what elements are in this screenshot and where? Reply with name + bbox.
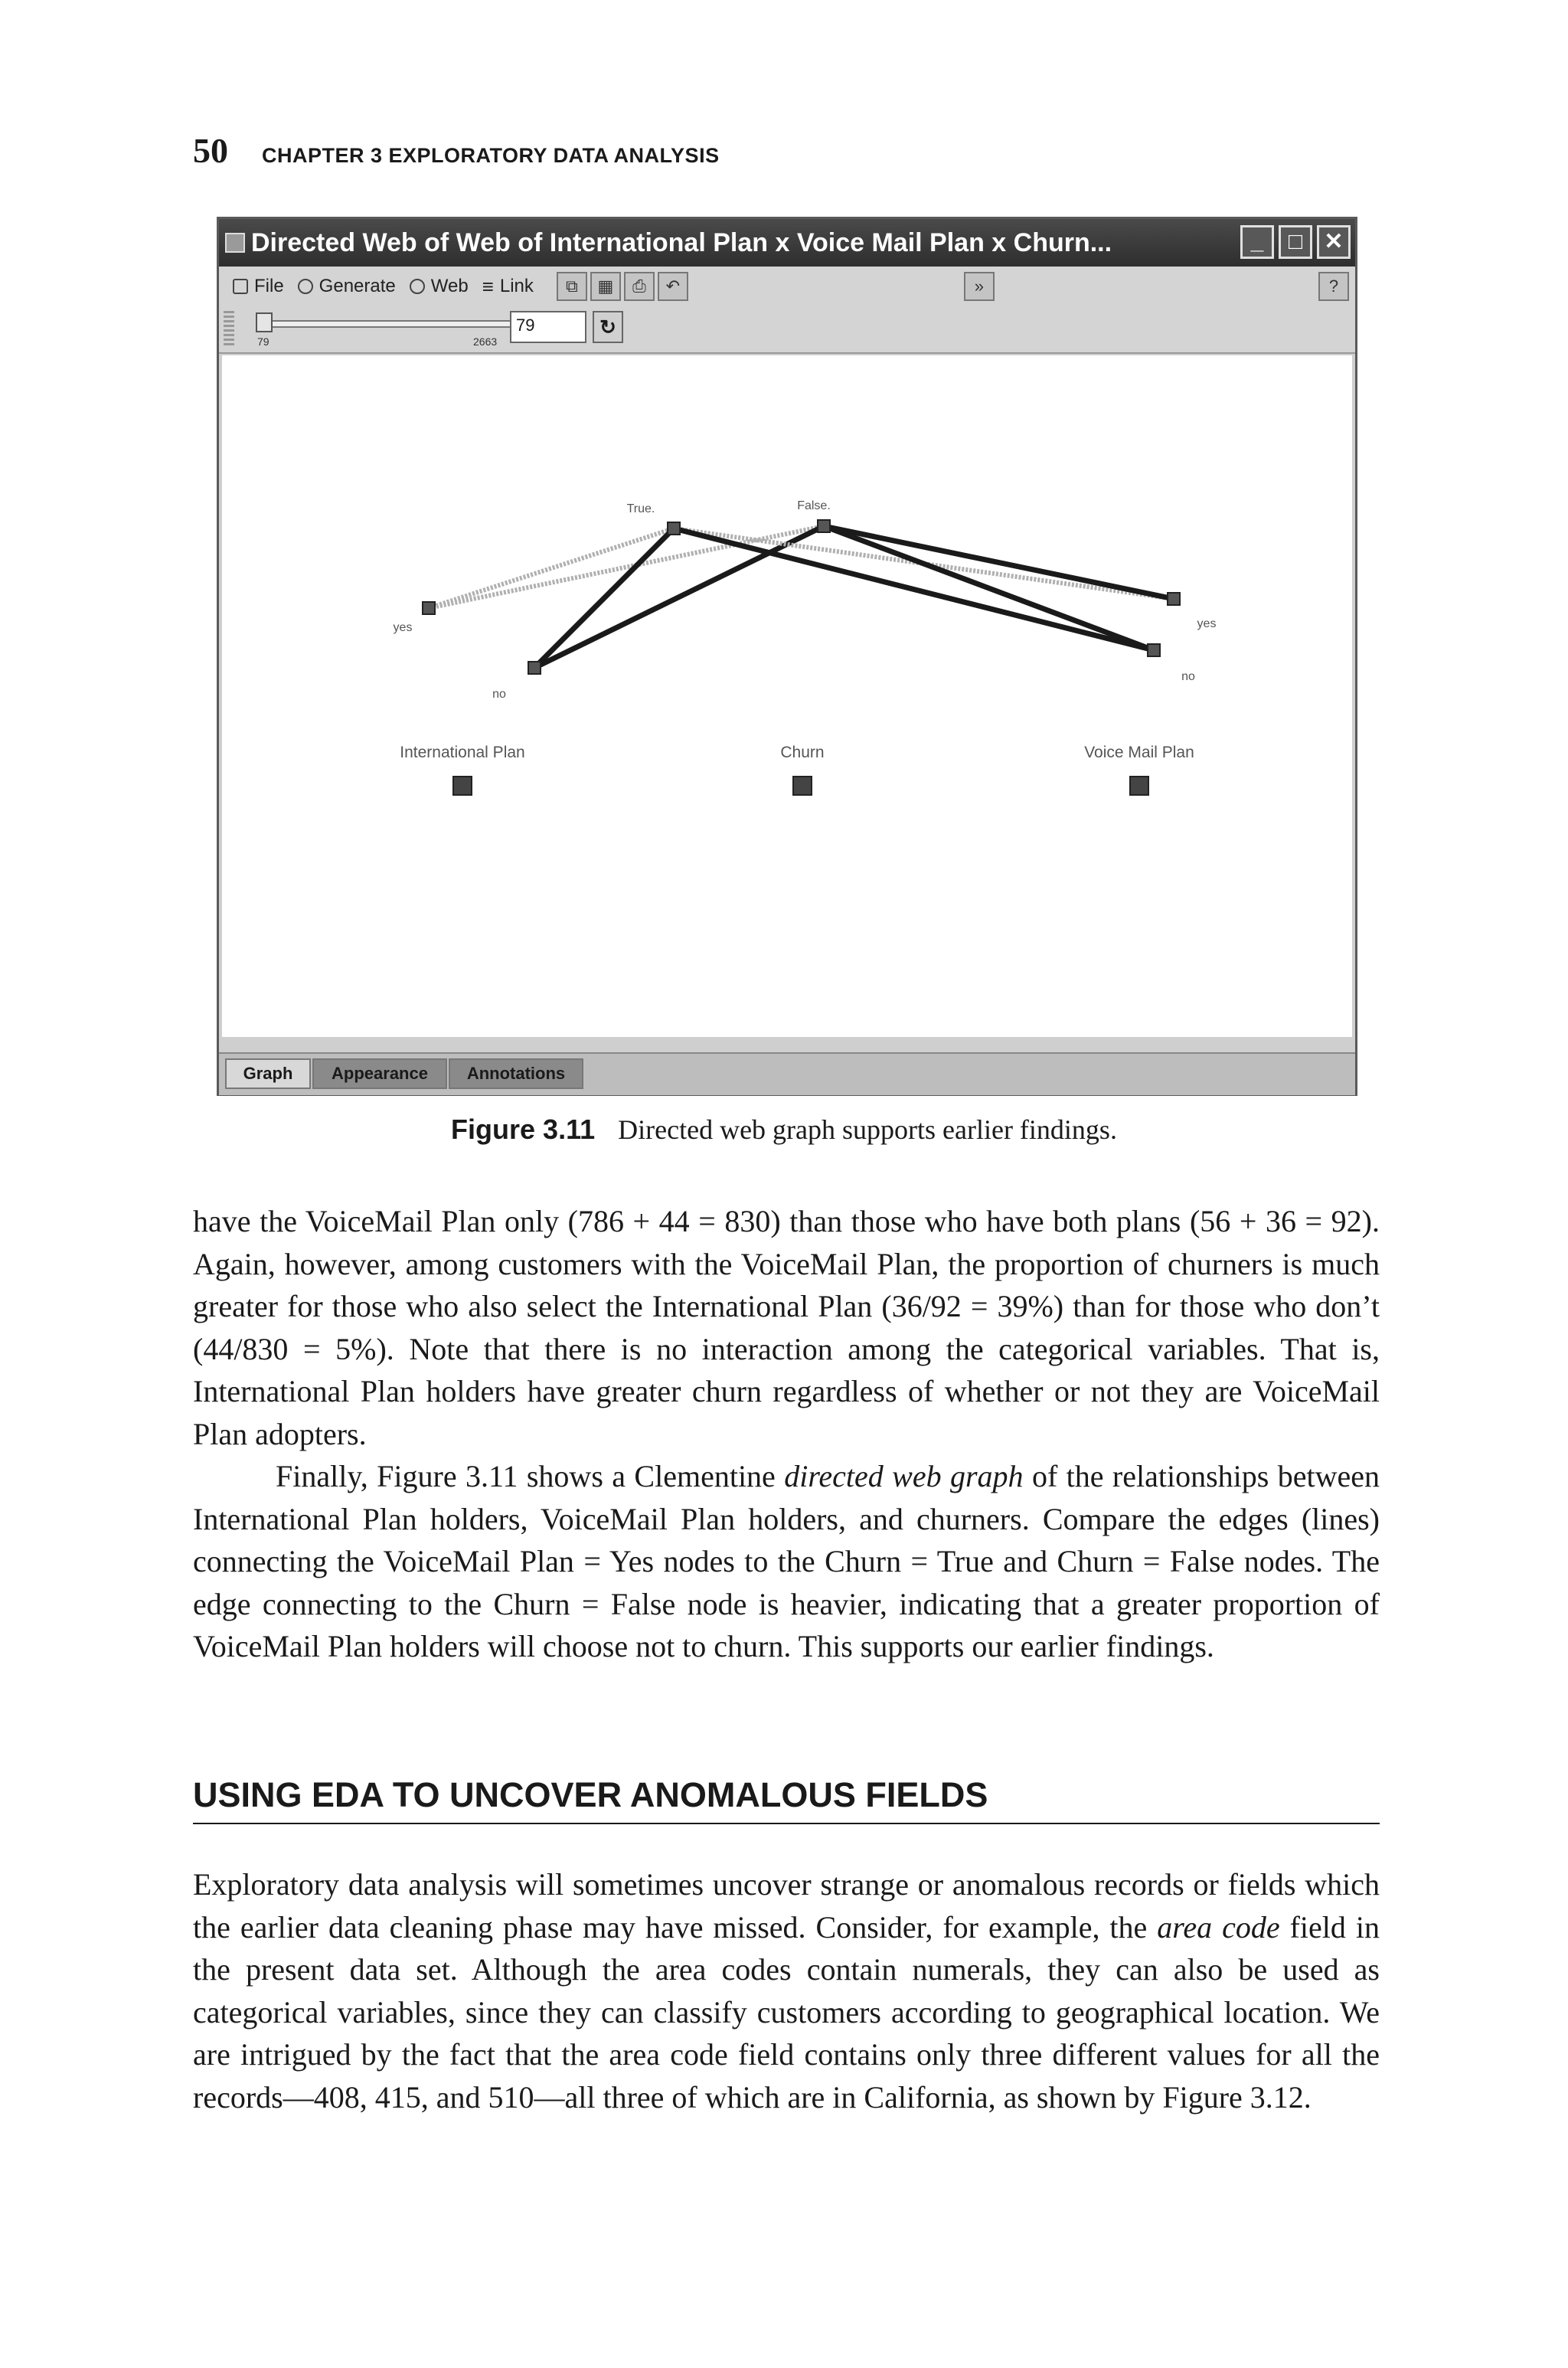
file-icon xyxy=(233,279,248,294)
body-text xyxy=(193,1200,1380,1668)
axis-label: Voice Mail Plan xyxy=(1084,744,1194,761)
axis-label: International Plan xyxy=(400,744,525,761)
node-label: False. xyxy=(797,499,831,512)
axis-marker[interactable] xyxy=(453,777,472,795)
undo-icon[interactable]: ↶ xyxy=(658,272,688,301)
web-node[interactable] xyxy=(1168,593,1180,605)
minimize-button[interactable]: _ xyxy=(1240,225,1274,259)
link-icon: ≡ xyxy=(482,274,494,298)
web-edge[interactable] xyxy=(824,526,1174,599)
paragraph: Finally, Figure 3.11 shows a Clementine directed web graph of the relationships between International Plan holders, VoiceMail Plan holders, and churners. Compare the edges (lines) connecting the VoiceMail Plan = Yes nodes to the Churn = True and Churn = False nodes. The edge connecting to the Churn = False node is heavier, indicating that a greater proportion of VoiceMail Plan holders will choose not to churn. This supports our earlier findings. xyxy=(193,1459,1380,1663)
node-label: no xyxy=(1181,670,1195,683)
slider-min: 79 xyxy=(257,335,270,348)
slider-max: 2663 xyxy=(473,335,498,348)
threshold-slider-bar xyxy=(219,306,1355,354)
node-label: yes xyxy=(393,621,413,634)
figure-caption xyxy=(0,1114,1568,1146)
app-icon xyxy=(225,233,245,253)
menu-web[interactable] xyxy=(410,276,469,297)
node-label: yes xyxy=(1197,617,1217,630)
tab-annotations[interactable]: Annotations xyxy=(449,1058,583,1089)
page-header xyxy=(193,130,720,176)
graph-canvas xyxy=(222,355,1352,1037)
section-heading: USING EDA TO UNCOVER ANOMALOUS FIELDS xyxy=(193,1775,1380,1824)
web-edge[interactable] xyxy=(429,526,824,608)
tab-graph[interactable]: Graph xyxy=(225,1058,311,1089)
running-head: CHAPTER 3 EXPLORATORY DATA ANALYSIS xyxy=(262,144,720,167)
copy-icon[interactable]: ⧉ xyxy=(557,272,587,301)
menu-bar xyxy=(219,267,1355,308)
window-titlebar[interactable] xyxy=(219,219,1355,267)
section-body xyxy=(193,1863,1380,2118)
close-button[interactable]: ✕ xyxy=(1317,225,1351,259)
menu-link[interactable] xyxy=(482,275,534,299)
web-edge[interactable] xyxy=(534,526,824,668)
axis-marker[interactable] xyxy=(793,777,812,795)
directed-web-graph xyxy=(222,355,1352,1037)
directed-web-window xyxy=(217,217,1357,1096)
expand-toolbar-icon[interactable]: » xyxy=(964,272,995,301)
web-node[interactable] xyxy=(423,602,435,614)
help-icon[interactable]: ? xyxy=(1318,272,1349,301)
tab-appearance[interactable]: Appearance xyxy=(312,1058,447,1089)
menu-web-label: Web xyxy=(430,276,469,296)
maximize-button[interactable]: □ xyxy=(1279,225,1312,259)
menu-generate-label: Generate xyxy=(318,276,396,296)
threshold-input[interactable]: 79 xyxy=(510,311,586,343)
menu-file-label: File xyxy=(254,276,284,296)
axis-label: Churn xyxy=(780,744,825,761)
caption-text: Directed web graph supports earlier findings. xyxy=(618,1114,1117,1145)
slider-track[interactable] xyxy=(256,320,511,328)
menu-link-label: Link xyxy=(499,276,534,296)
node-label: no xyxy=(492,688,506,701)
web-node[interactable] xyxy=(668,522,680,535)
paragraph: Exploratory data analysis will sometimes uncover strange or anomalous records or fields which the earlier data cleaning phase may have missed. Consider, for example, the area code field in the present data set. Although the area codes contain numerals, they can also be used as categorical variables, since they can classify customers according to geographical location. We are intrigued by the fact that the area code field contains only three different values for all the records—408, 415, and 510—all three of which are in California, as shown by Figure 3.12. xyxy=(193,1867,1380,2115)
slider-thumb[interactable] xyxy=(256,312,273,332)
menu-file[interactable] xyxy=(233,276,284,297)
paragraph: have the VoiceMail Plan only (786 + 44 = 830) than those who have both plans (56 + 36 = 92). Again, however, among customers with the VoiceMail Plan, the proportion of churners is much greater for those who also select the International Plan (36/92 = 39%) than for those who don’t (44/830 = 5%). Note that there is no interaction among the categorical variables. That is, International Plan holders have greater churn regardless of whether or not they are VoiceMail Plan adopters. xyxy=(193,1204,1380,1451)
web-icon xyxy=(410,279,425,294)
menu-generate[interactable] xyxy=(298,276,396,297)
caption-label: Figure 3.11 xyxy=(451,1114,596,1145)
web-node[interactable] xyxy=(528,662,541,674)
print-icon[interactable]: ⎙ xyxy=(624,272,655,301)
generate-icon xyxy=(298,279,313,294)
web-node[interactable] xyxy=(818,520,830,532)
web-node[interactable] xyxy=(1148,644,1160,656)
axis-marker[interactable] xyxy=(1130,777,1148,795)
export-icon[interactable]: ▦ xyxy=(590,272,621,301)
page-number: 50 xyxy=(193,131,228,170)
node-label: True. xyxy=(626,502,655,515)
toolbar-grip[interactable] xyxy=(224,311,234,348)
window-title: Directed Web of Web of International Plan x Voice Mail Plan x Churn... xyxy=(251,227,1112,257)
refresh-icon[interactable]: ↻ xyxy=(593,311,623,343)
tab-bar xyxy=(219,1052,1355,1095)
